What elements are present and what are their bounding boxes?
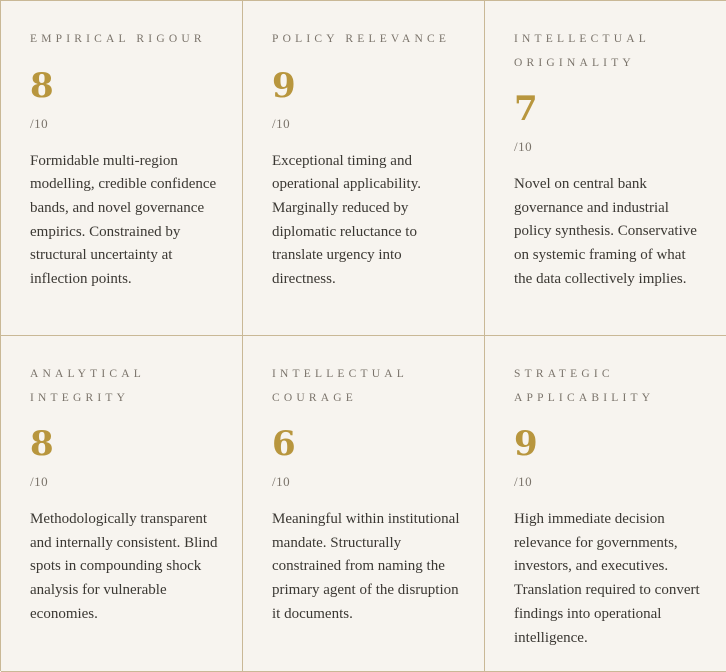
card-score: 9 [514,424,538,464]
card-policy-relevance [243,1,485,336]
card-score-max: /10 [272,115,291,131]
card-description: Methodologically transparent and internally consistent. Blind spots in compounding shock analysis for vulnerable economies. [30,511,218,622]
card-label: EMPIRICAL RIGOUR [30,33,206,45]
card-label: POLICY RELEVANCE [272,33,451,45]
card-score-max: /10 [272,474,291,489]
card-score-max: /10 [30,115,49,131]
card-description: Novel on central bank governance and industrial policy synthesis. Conservative on systemic framing of what the data collectively implies. [514,176,697,287]
card-score-max: /10 [30,474,49,489]
card-description: Meaningful within institutional mandate. Structurally constrained from naming the primary agent of the disruption it documents. [272,511,460,622]
card-description: Exceptional timing and operational applicability. Marginally reduced by diplomatic reluctance to translate urgency into directness. [272,152,421,288]
card-score: 8 [30,65,54,106]
card-label: INTELLECTUAL ORIGINALITY [514,33,650,69]
card-description: Formidable multi-region modelling, credible confidence bands, and novel governance empirics. Constrained by structural uncertainty at inflection points. [30,152,217,288]
card-label: ANALYTICAL INTEGRITY [30,368,145,404]
card-label: STRATEGIC APPLICABILITY [514,368,655,404]
card-score: 9 [272,65,296,106]
card-empirical-rigour [1,1,243,336]
card-strategic-applicability [485,336,726,672]
card-score: 8 [30,424,54,464]
card-label: INTELLECTUAL COURAGE [272,368,408,404]
card-score-max: /10 [514,474,533,489]
card-analytical-integrity [1,336,243,672]
card-description: High immediate decision relevance for governments, investors, and executives. Translation required to convert findings into operational intelligence. [514,511,700,646]
card-score-max: /10 [514,139,533,154]
card-intellectual-originality [485,1,726,336]
card-score: 6 [272,424,296,464]
card-intellectual-courage [243,336,485,672]
card-score: 7 [514,89,538,129]
